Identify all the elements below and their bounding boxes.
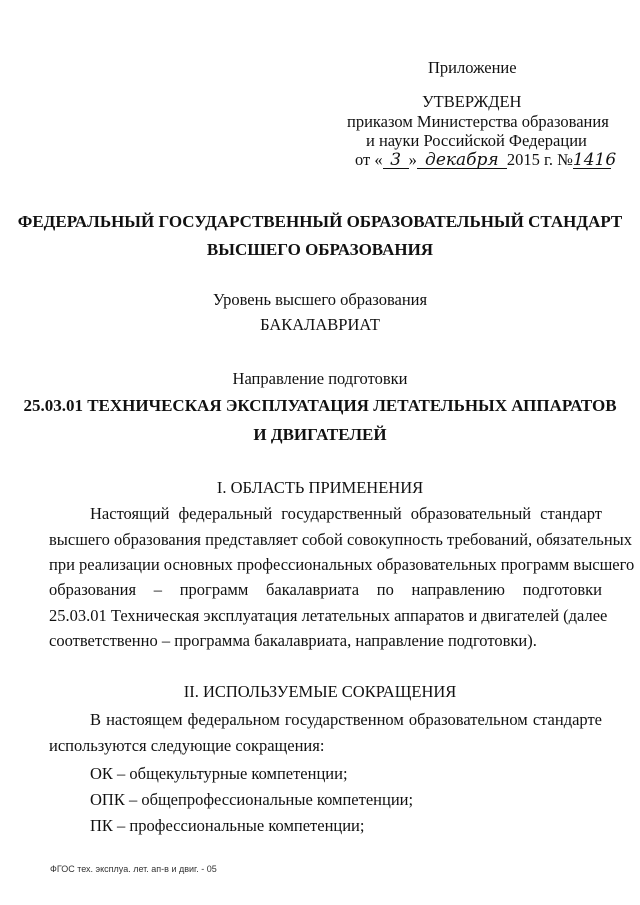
approval-line-ministry: приказом Министерства образования	[347, 112, 609, 131]
abbreviation-item: ОПК – общепрофессиональные компетенции;	[90, 790, 414, 809]
section-1-line: Настоящий федеральный государственный образовательный стандарт	[90, 504, 602, 523]
title-line-1: ФЕДЕРАЛЬНЫЙ ГОСУДАРСТВЕННЫЙ ОБРАЗОВАТЕЛЬНЫЙ СТАНДАРТ	[17, 212, 623, 231]
section-1-line: высшего образования представляет собой совокупность требований, обязательных	[49, 530, 632, 549]
appendix-label: Приложение	[428, 58, 517, 77]
handwritten-order-number: 1416	[572, 150, 617, 170]
level-value: БАКАЛАВРИАТ	[260, 315, 380, 334]
section-1-line: 25.03.01 Техническая эксплуатация летательных аппаратов и двигателей (далее	[49, 606, 608, 625]
handwritten-day: 3	[383, 153, 409, 169]
section-1-heading: I. ОБЛАСТЬ ПРИМЕНЕНИЯ	[216, 478, 424, 497]
section-2-heading: II. ИСПОЛЬЗУЕМЫЕ СОКРАЩЕНИЯ	[183, 682, 457, 701]
direction-label: Направление подготовки	[232, 369, 408, 388]
page-footer: ФГОС тех. эксплуа. лет. ап-в и двиг. - 05	[50, 864, 217, 874]
approval-line-federation: и науки Российской Федерации	[366, 131, 587, 150]
section-1-line: соответственно – программа бакалавриата, направление подготовки).	[49, 631, 537, 650]
section-2-intro-line: В настоящем федеральном государственном образовательном стандарте	[90, 710, 602, 729]
abbreviation-item: ОК – общекультурные компетенции;	[90, 764, 348, 783]
direction-line-2: И ДВИГАТЕЛЕЙ	[253, 425, 387, 444]
level-label: Уровень высшего образования	[212, 290, 428, 309]
section-1-line: образования – программ бакалавриата по направлению подготовки	[49, 580, 602, 599]
date-prefix: от «	[355, 150, 383, 169]
handwritten-month: декабря	[417, 153, 507, 169]
approval-title: УТВЕРЖДЕН	[422, 92, 522, 111]
direction-line-1: 25.03.01 ТЕХНИЧЕСКАЯ ЭКСПЛУАТАЦИЯ ЛЕТАТЕЛЬНЫХ АППАРАТОВ	[23, 396, 617, 415]
section-1-line: при реализации основных профессиональных образовательных программ высшего	[49, 555, 635, 574]
title-line-2: ВЫСШЕГО ОБРАЗОВАНИЯ	[206, 240, 434, 259]
date-mid: »	[408, 150, 417, 169]
date-year: 2015 г. №	[506, 150, 573, 169]
abbreviation-item: ПК – профессиональные компетенции;	[90, 816, 365, 835]
section-2-intro-line: используются следующие сокращения:	[49, 736, 325, 755]
approval-date-line	[355, 150, 617, 170]
